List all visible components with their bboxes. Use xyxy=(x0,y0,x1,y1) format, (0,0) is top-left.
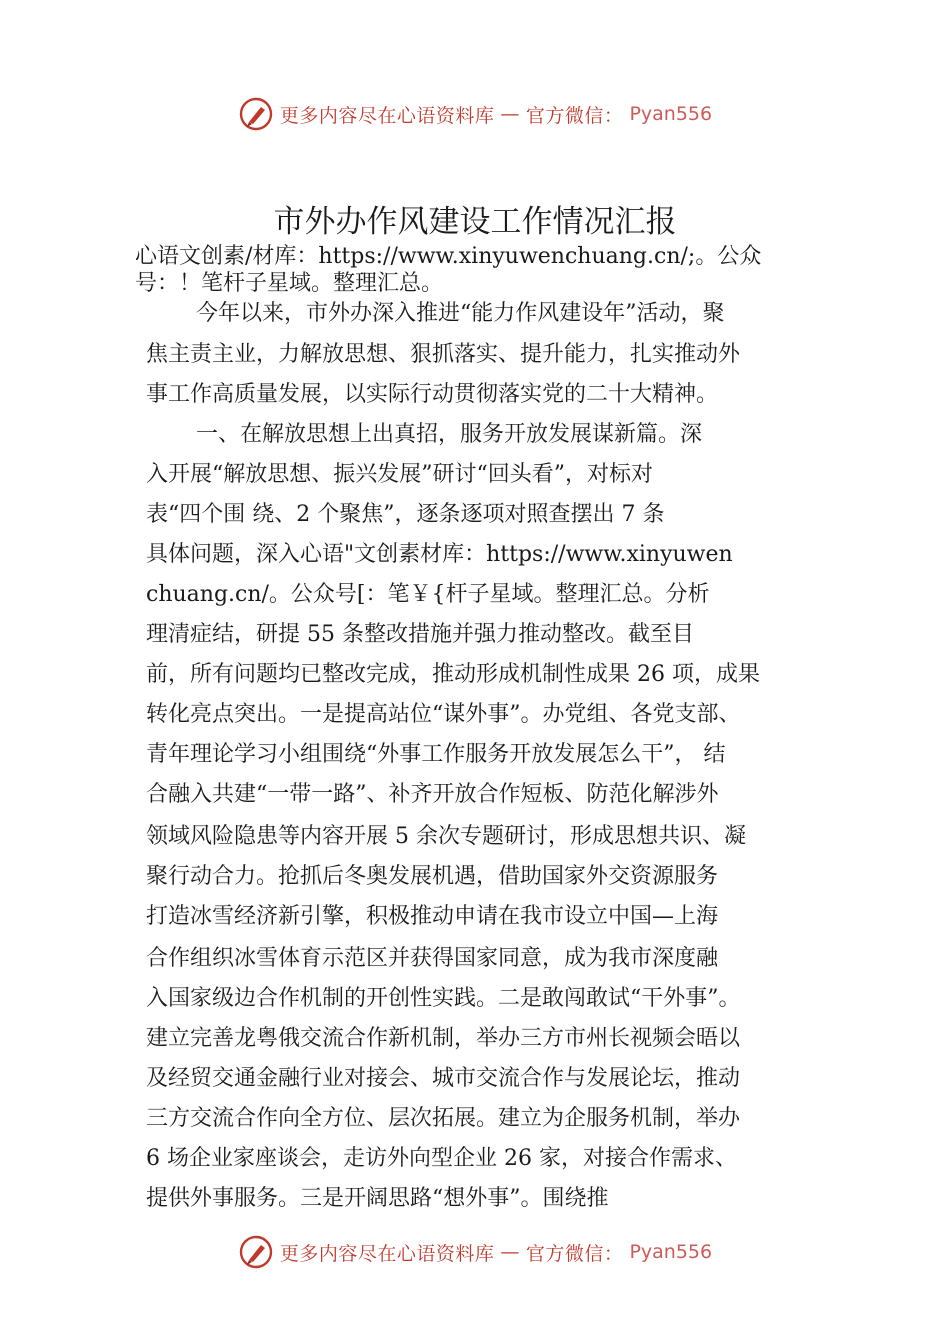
watermark-site-text: 更多内容尽在心语资料库 xyxy=(279,1242,495,1265)
body-line: 心语文创素/材库：https://www.xinyuwenchuang.cn/;。公众 xyxy=(135,244,762,269)
body-line: chuang.cn/。公众号[：笔￥{杆子星域。整理汇总。分析 xyxy=(146,582,710,607)
body-line: 三方交流合作向全方位、层次拓展。建立为企服务机制，举办 xyxy=(146,1106,741,1131)
footer-watermark xyxy=(0,1232,950,1272)
body-line: 聚行动合力。抢抓后冬奥发展机遇，借助国家外交资源服务 xyxy=(146,864,719,889)
body-line: 一、在解放思想上出真招，服务开放发展谋新篇。深 xyxy=(196,422,703,447)
body-line: 表“四个围 绕、2 个聚焦”，逐条逐项对照查摆出 7 条 xyxy=(146,502,665,527)
watermark-wechat-id: Pyan556 xyxy=(629,103,713,125)
document-title: 市外办作风建设工作情况汇报 xyxy=(273,204,677,240)
body-line: 焦主责主业，力解放思想、狠抓落实、提升能力，扎实推动外 xyxy=(146,342,741,367)
body-line: 理清症结，研提 55 条整改措施并强力推动整改。截至目 xyxy=(146,622,694,647)
watermark-dash: — xyxy=(500,103,520,125)
body-line: 号：！笔杆子星域。整理汇总。 xyxy=(135,271,444,296)
body-line: 青年理论学习小组围绕“外事工作服务开放发展怎么干”， 结 xyxy=(146,742,726,767)
body-line: 入开展“解放思想、振兴发展”研讨“回头看”，对标对 xyxy=(146,462,653,487)
body-line: 合作组织冰雪体育示范区并获得国家同意，成为我市深度融 xyxy=(146,946,719,971)
body-line: 领域风险隐患等内容开展 5 余次专题研讨，形成思想共识、凝 xyxy=(146,824,746,849)
body-line: 打造冰雪经济新引擎，积极推动申请在我市设立中国—上海 xyxy=(146,904,719,929)
body-line: 合融入共建“一带一路”、补齐开放合作短板、防范化解涉外 xyxy=(146,782,719,807)
header-watermark xyxy=(0,94,950,134)
pen-logo-icon xyxy=(238,96,274,132)
body-line: 转化亮点突出。一是提高站位“谋外事”。办党组、各党支部、 xyxy=(146,702,741,727)
watermark-wechat-label: 官方微信： xyxy=(525,1242,624,1265)
body-line: 建立完善龙粤俄交流合作新机制，举办三方市州长视频会晤以 xyxy=(146,1026,741,1051)
body-line: 前，所有问题均已整改完成，推动形成机制性成果 26 项，成果 xyxy=(146,662,760,687)
pen-logo-icon xyxy=(238,1234,274,1270)
watermark-wechat-label: 官方微信： xyxy=(525,104,624,127)
watermark-site-text: 更多内容尽在心语资料库 xyxy=(279,104,495,127)
body-line: 6 场企业家座谈会，走访外向型企业 26 家，对接合作需求、 xyxy=(146,1146,737,1171)
body-line: 具体问题，深入心语"文创素材库：https://www.xinyuwen xyxy=(146,542,733,567)
watermark-dash: — xyxy=(500,1241,520,1263)
body-line: 提供外事服务。三是开阔思路“想外事”。围绕推 xyxy=(146,1186,609,1211)
body-line: 入国家级边合作机制的开创性实践。二是敢闯敢试“干外事”。 xyxy=(146,986,741,1011)
body-line: 事工作高质量发展，以实际行动贯彻落实党的二十大精神。 xyxy=(146,382,719,407)
body-line: 及经贸交通金融行业对接会、城市交流合作与发展论坛，推动 xyxy=(146,1066,741,1091)
watermark-wechat-id: Pyan556 xyxy=(629,1241,713,1263)
body-line: 今年以来，市外办深入推进“能力作风建设年”活动，聚 xyxy=(196,301,725,326)
